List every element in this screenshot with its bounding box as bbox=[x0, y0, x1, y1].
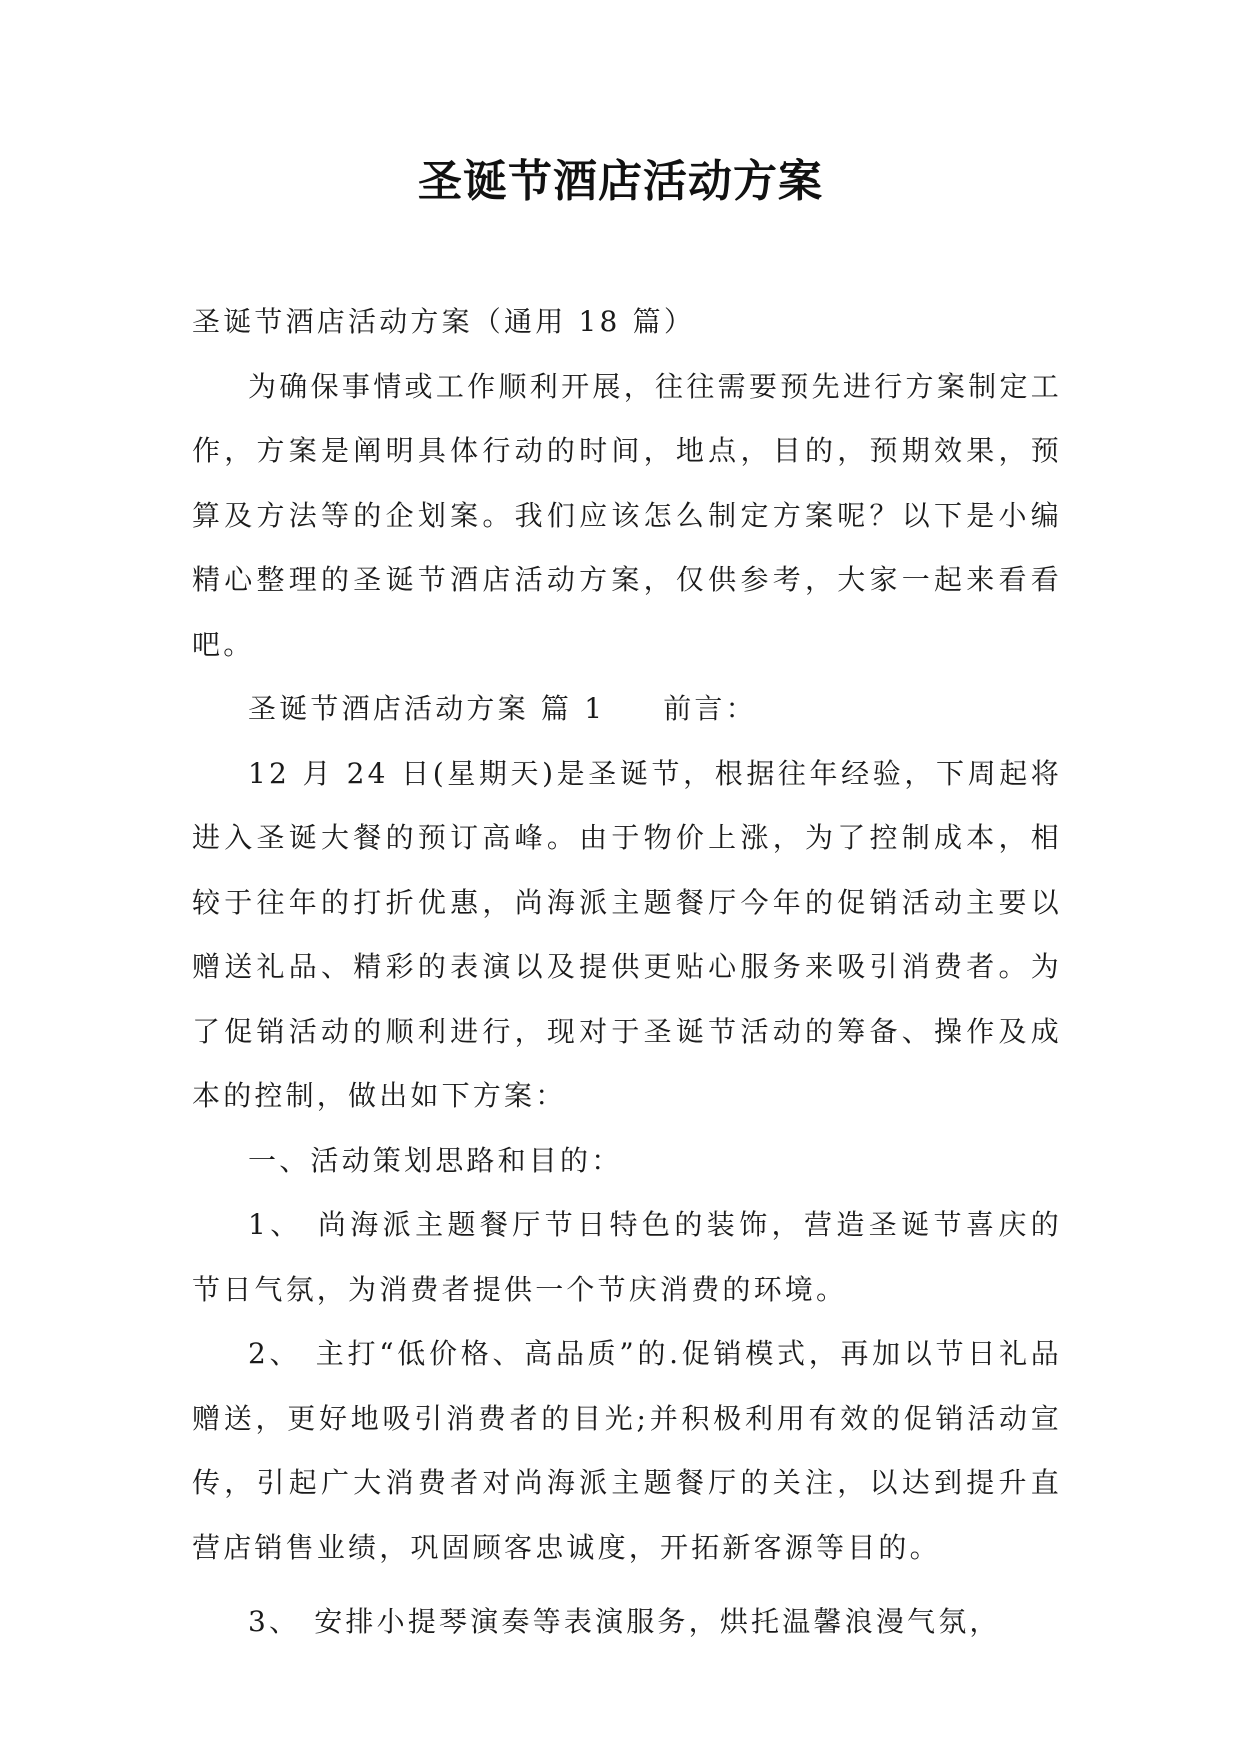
preface-paragraph: 12 月 24 日(星期天)是圣诞节，根据往年经验，下周起将进入圣诞大餐的预订高峰。由于物价上涨，为了控制成本，相较于往年的打折优惠，尚海派主题餐厅今年的促销活动主要以赠送礼品、精彩的表演以及提供更贴心服务来吸引消费者。为了促销活动的顺利进行，现对于圣诞节活动的筹备、操作及成本的控制，做出如下方案： bbox=[192, 756, 1062, 1112]
section-heading: 圣诞节酒店活动方案 篇 1 bbox=[248, 692, 606, 725]
list-item-text: 安排小提琴演奏等表演服务，烘托温馨浪漫气氛， bbox=[314, 1605, 1001, 1638]
document-title: 圣诞节酒店活动方案 bbox=[418, 156, 823, 207]
list-item bbox=[192, 1590, 1062, 1655]
list-item-text: 尚海派主题餐厅节日特色的装饰，营造圣诞节喜庆的节日气氛，为消费者提供一个节庆消费的环境。 bbox=[192, 1208, 1063, 1306]
preface-label: 前言： bbox=[663, 692, 757, 725]
document-body bbox=[192, 290, 1062, 1655]
heading-one: 一、活动策划思路和目的： bbox=[248, 1143, 623, 1177]
list-item-number: 1、 bbox=[248, 1208, 303, 1241]
list-item-text: 主打“低价格、高品质”的.促销模式，再加以节日礼品赠送，更好地吸引消费者的目光;并积极利用有效的促销活动宣传，引起广大消费者对尚海派主题餐厅的关注，以达到提升直营店销售业绩，巩固顾客忠诚度，开拓新客源等目的。 bbox=[192, 1337, 1062, 1564]
list-item-number: 3、 bbox=[248, 1605, 301, 1638]
list-item-number: 2、 bbox=[248, 1337, 302, 1370]
document-subtitle: 圣诞节酒店活动方案（通用 18 篇） bbox=[192, 305, 696, 338]
list-item bbox=[192, 1193, 1062, 1322]
section-heading-line bbox=[192, 677, 1062, 742]
list-item bbox=[192, 1322, 1062, 1580]
intro-paragraph: 为确保事情或工作顺利开展，往往需要预先进行方案制定工作，方案是阐明具体行动的时间，地点，目的，预期效果，预算及方法等的企划案。我们应该怎么制定方案呢？以下是小编精心整理的圣诞节酒店活动方案，仅供参考，大家一起来看看吧。 bbox=[192, 369, 1062, 661]
